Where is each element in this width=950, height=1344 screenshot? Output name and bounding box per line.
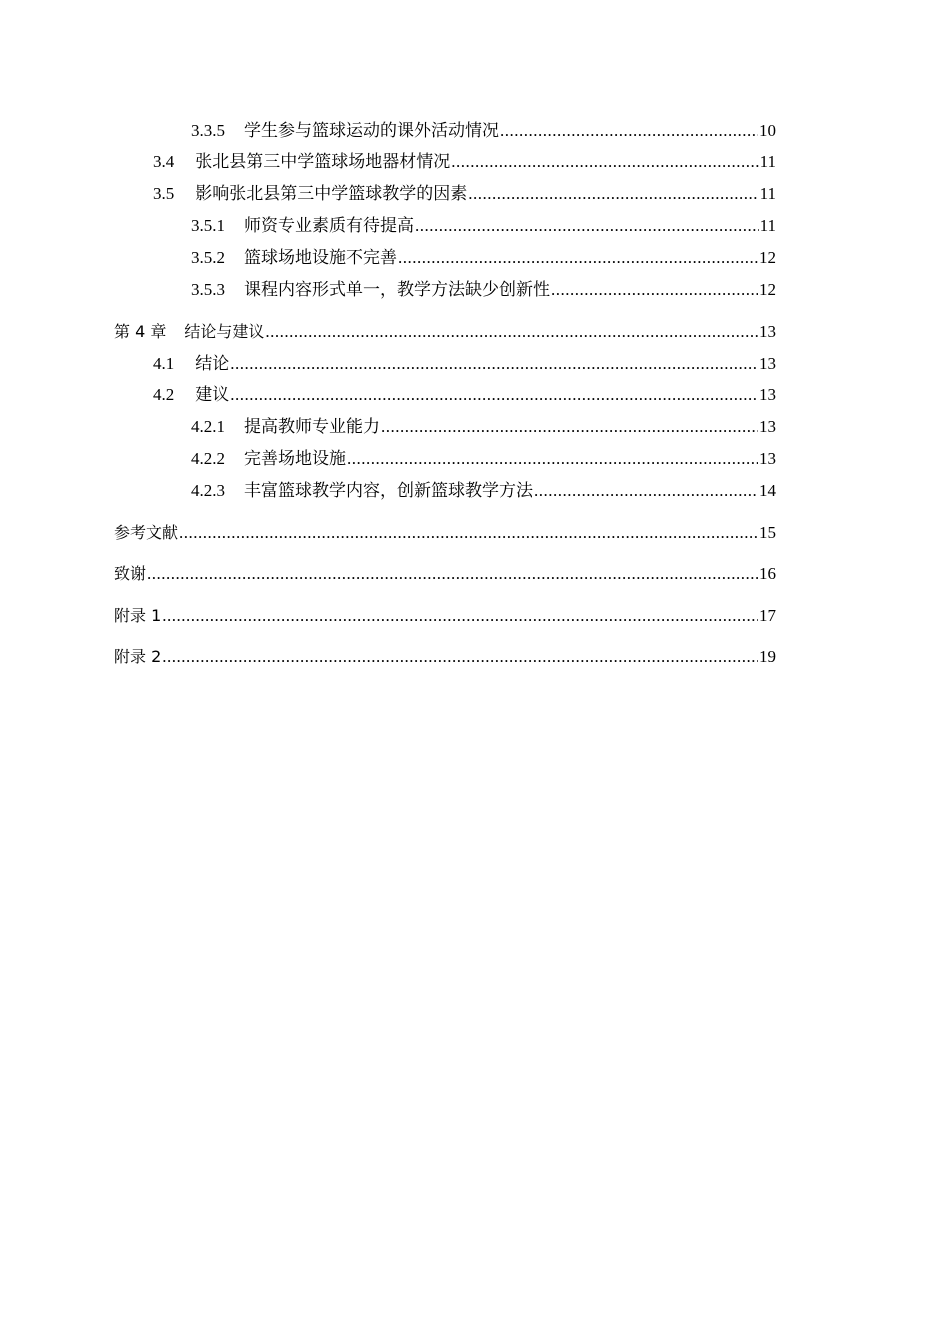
toc-entry[interactable] <box>153 353 776 375</box>
toc-entry-page: 15 <box>759 523 776 542</box>
toc-dot-leader <box>147 563 758 585</box>
toc-dot-leader <box>179 522 758 544</box>
toc-entry-title: 影响张北县第三中学篮球教学的因素 <box>195 184 468 203</box>
toc-dot-leader <box>347 448 758 470</box>
toc-entry-number: 3.4 <box>153 152 175 171</box>
toc-entry[interactable] <box>191 448 776 470</box>
toc-entry-number: 4.1 <box>153 354 175 373</box>
toc-entry-page: 12 <box>759 248 776 267</box>
toc-entry-title: 附录 1 <box>114 606 162 625</box>
toc-references-entry[interactable] <box>114 522 776 544</box>
toc-dot-leader <box>534 480 758 502</box>
toc-entry[interactable] <box>153 151 776 173</box>
toc-dot-leader <box>230 384 758 406</box>
toc-entry-number: 4.2.2 <box>191 449 225 468</box>
toc-entry-title: 课程内容形式单一，教学方法缺少创新性 <box>244 280 550 299</box>
toc-entry[interactable] <box>191 279 776 301</box>
toc-dot-leader <box>451 151 758 173</box>
toc-entry-number: 4.2 <box>153 385 175 404</box>
toc-entry-page: 13 <box>759 354 776 373</box>
toc-entry-page: 12 <box>759 280 776 299</box>
toc-entry-page: 17 <box>759 606 776 625</box>
toc-dot-leader <box>551 279 758 301</box>
toc-entry-page: 13 <box>759 385 776 404</box>
toc-entry-number: 3.5 <box>153 184 175 203</box>
toc-entry-title: 结论 <box>195 354 230 373</box>
toc-entry[interactable] <box>153 384 776 406</box>
toc-entry-title: 建议 <box>195 385 230 404</box>
toc-appendix-entry[interactable] <box>114 646 776 668</box>
toc-entry-number: 4.2.1 <box>191 417 225 436</box>
toc-dot-leader <box>381 416 758 438</box>
toc-entry-page: 13 <box>759 322 776 341</box>
toc-entry-number: 4.2.3 <box>191 481 225 500</box>
toc-entry[interactable] <box>191 480 776 502</box>
toc-entry-page: 19 <box>759 647 776 666</box>
toc-chapter-number: 第 4 章 <box>114 322 167 341</box>
toc-dot-leader <box>500 120 758 142</box>
toc-entry-page: 11 <box>759 184 776 203</box>
toc-entry-title: 篮球场地设施不完善 <box>244 248 397 267</box>
toc-entry-page: 13 <box>759 417 776 436</box>
toc-entry[interactable] <box>191 416 776 438</box>
toc-entry-title: 完善场地设施 <box>244 449 346 468</box>
toc-entry[interactable] <box>153 183 776 205</box>
toc-entry-title: 学生参与篮球运动的课外活动情况 <box>244 121 499 140</box>
toc-appendix-entry[interactable] <box>114 605 776 627</box>
toc-dot-leader <box>162 605 758 627</box>
toc-entry-page: 11 <box>759 216 776 235</box>
toc-entry-page: 11 <box>759 152 776 171</box>
toc-entry[interactable] <box>191 120 776 142</box>
toc-entry-title: 师资专业素质有待提高 <box>244 216 414 235</box>
toc-entry-title: 丰富篮球教学内容，创新篮球教学方法 <box>244 481 533 500</box>
toc-entry[interactable] <box>191 215 776 237</box>
toc-dot-leader <box>415 215 759 237</box>
toc-entry-page: 13 <box>759 449 776 468</box>
toc-entry-number: 3.5.3 <box>191 280 225 299</box>
toc-entry-title: 附录 2 <box>114 647 162 666</box>
toc-dot-leader <box>468 183 758 205</box>
toc-entry-title: 参考文献 <box>114 523 179 542</box>
toc-dot-leader <box>230 353 758 375</box>
toc-entry-title: 致谢 <box>114 564 147 583</box>
toc-dot-leader <box>162 646 758 668</box>
toc-entry-number: 3.5.2 <box>191 248 225 267</box>
toc-entry-title: 提高教师专业能力 <box>244 417 380 436</box>
toc-entry-number: 3.3.5 <box>191 121 225 140</box>
toc-entry-number: 3.5.1 <box>191 216 225 235</box>
toc-entry-page: 14 <box>759 481 776 500</box>
toc-chapter-title: 结论与建议 <box>184 322 265 341</box>
toc-dot-leader <box>265 321 758 343</box>
toc-acknowledgements-entry[interactable] <box>114 563 776 585</box>
toc-dot-leader <box>398 247 758 269</box>
toc-entry-title: 张北县第三中学篮球场地器材情况 <box>195 152 451 171</box>
toc-entry-page: 16 <box>759 564 776 583</box>
toc-entry[interactable] <box>191 247 776 269</box>
toc-chapter-entry[interactable] <box>114 321 776 343</box>
toc-entry-page: 10 <box>759 121 776 140</box>
